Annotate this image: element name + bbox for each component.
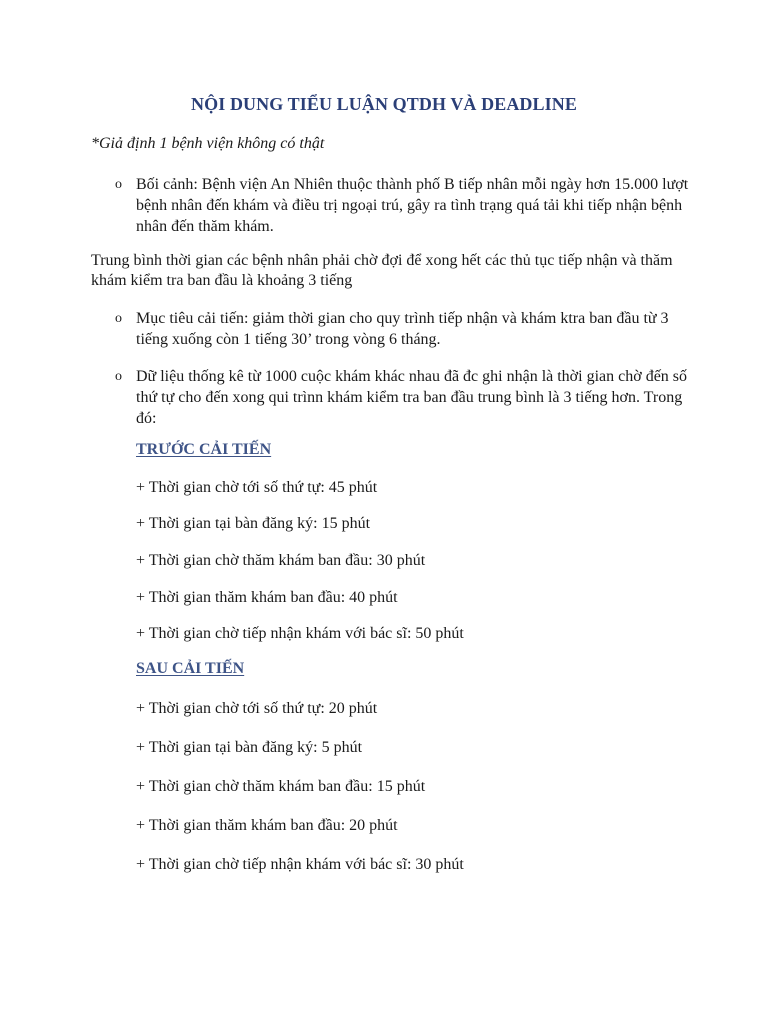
before-item: + Thời gian chờ tiếp nhận khám với bác sĩ: 50 phút [136, 625, 464, 642]
assumption-note: *Giả định 1 bệnh viện không có thật [91, 135, 325, 152]
after-item: + Thời gian tại bàn đăng ký: 5 phút [136, 739, 363, 756]
statistics-bullet [117, 366, 697, 429]
context-bullet [117, 174, 697, 237]
goal-bullet [117, 308, 697, 350]
context-text: Bối cảnh: Bệnh viện An Nhiên thuộc thành phố B tiếp nhân mỗi ngày hơn 15.000 lượt bệnh nhân đến khám và điều trị ngoại trú, gây ra tình trạng quá tải khi tiếp nhận bệnh nhân đến thăm khám. [136, 176, 689, 235]
after-heading: SAU CẢI TIẾN [136, 660, 245, 677]
after-item: + Thời gian chờ thăm khám ban đầu: 15 phút [136, 778, 426, 795]
before-item: + Thời gian thăm khám ban đầu: 40 phút [136, 589, 398, 606]
goal-text: Mục tiêu cải tiến: giảm thời gian cho quy trình tiếp nhận và khám ktra ban đầu từ 3 tiếng xuống còn 1 tiếng 30’ trong vòng 6 tháng. [136, 310, 669, 348]
bullet-circle-icon: o [115, 369, 122, 384]
before-item: + Thời gian chờ tới số thứ tự: 45 phút [136, 479, 378, 496]
before-heading: TRƯỚC CẢI TIẾN [136, 441, 272, 458]
after-item: + Thời gian chờ tới số thứ tự: 20 phút [136, 700, 378, 717]
bullet-circle-icon: o [115, 311, 122, 326]
bullet-circle-icon: o [115, 177, 122, 192]
before-item: + Thời gian tại bàn đăng ký: 15 phút [136, 515, 371, 532]
after-item: + Thời gian chờ tiếp nhận khám với bác sĩ: 30 phút [136, 856, 464, 873]
after-item: + Thời gian thăm khám ban đầu: 20 phút [136, 817, 398, 834]
average-wait-paragraph: Trung bình thời gian các bệnh nhân phải chờ đợi để xong hết các thủ tục tiếp nhận và thăm khám kiểm tra ban đầu là khoảng 3 tiếng [91, 252, 673, 289]
statistics-text: Dữ liệu thống kê từ 1000 cuộc khám khác nhau đã đc ghi nhận là thời gian chờ đến số thứ tự cho đến xong qui trìnn khám kiểm tra ban đầu trung bình là 3 tiếng hơn. Trong đó: [136, 368, 688, 427]
before-item: + Thời gian chờ thăm khám ban đầu: 30 phút [136, 552, 426, 569]
document-title: NỘI DUNG TIỂU LUẬN QTDH VÀ DEADLINE [191, 94, 577, 114]
